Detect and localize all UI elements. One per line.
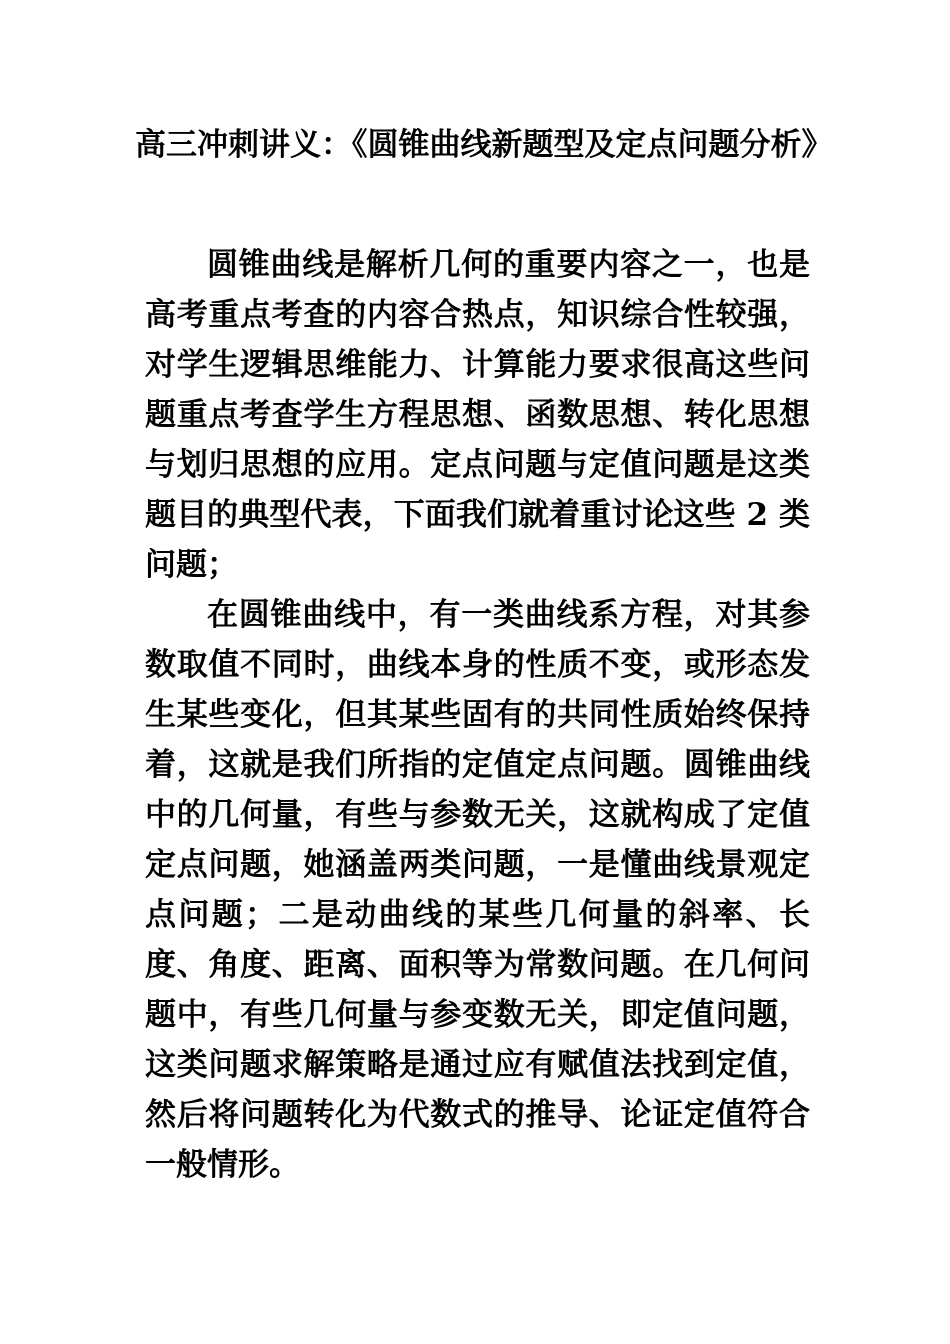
paragraph-definition: 在圆锥曲线中，有一类曲线系方程，对其参数取值不同时，曲线本身的性质不变，或形态发生某些变化，但其某些固有的共同性质始终保持着，这就是我们所指的定值定点问题。圆锥曲线中的几何量，有些与参数无关，这就构成了定值定点问题，她涵盖两类问题，一是懂曲线景观定点问题；二是动曲线的某些几何量的斜率、长度、角度、距离、面积等为常数问题。在几何问题中，有些几何量与参变数无关，即定值问题，这类问题求解策略是通过应有赋值法找到定值，然后将问题转化为代数式的推导、论证定值符合一般情形。 <box>145 597 810 1183</box>
document-page <box>135 120 833 1190</box>
paragraph-intro: 圆锥曲线是解析几何的重要内容之一，也是高考重点考查的内容合热点，知识综合性较强，对学生逻辑思维能力、计算能力要求很高这些问题重点考查学生方程思想、函数思想、转化思想与划归思想的应用。定点问题与定值问题是这类题目的典型代表，下面我们就着重讨论这些 2 类问题； <box>145 247 810 583</box>
document-title: 高三冲刺讲义：《圆锥曲线新题型及定点问题分析》 <box>135 127 833 163</box>
